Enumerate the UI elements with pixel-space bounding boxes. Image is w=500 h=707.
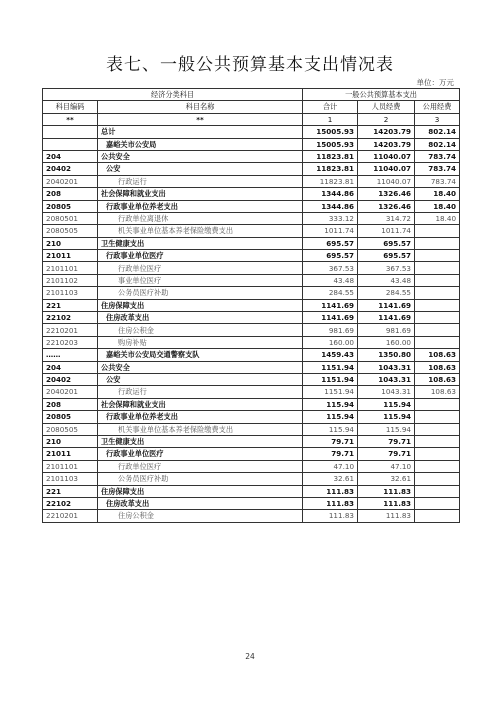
table-row xyxy=(43,473,460,485)
budget-table xyxy=(42,88,460,523)
cell-code: 204 xyxy=(43,150,98,162)
table-header-row xyxy=(43,113,460,125)
cell-total: 15005.93 xyxy=(303,138,358,150)
cell-total: 981.69 xyxy=(303,324,358,336)
cell-public: 18.40 xyxy=(415,212,460,224)
cell-public xyxy=(415,448,460,460)
cell-code: 2210203 xyxy=(43,336,98,348)
cell-personnel: 43.48 xyxy=(358,274,415,286)
cell-name: 公务员医疗补助 xyxy=(98,473,303,485)
cell-code: 208 xyxy=(43,188,98,200)
table-row xyxy=(43,250,460,262)
cell-name: 住房保障支出 xyxy=(98,485,303,497)
cell-total: 11823.81 xyxy=(303,175,358,187)
table-row xyxy=(43,460,460,472)
cell-public: 783.74 xyxy=(415,163,460,175)
cell-code: 2101103 xyxy=(43,473,98,485)
cell-total: 11823.81 xyxy=(303,163,358,175)
table-header-row xyxy=(43,89,460,101)
cell-total: 15005.93 xyxy=(303,126,358,138)
cell-personnel: 11040.07 xyxy=(358,175,415,187)
header-budget-title: 一般公共预算基本支出 xyxy=(303,89,460,101)
cell-public xyxy=(415,473,460,485)
table-row xyxy=(43,225,460,237)
cell-personnel: 47.10 xyxy=(358,460,415,472)
cell-name: 行政事业单位医疗 xyxy=(98,448,303,460)
cell-personnel: 695.57 xyxy=(358,237,415,249)
table-row xyxy=(43,386,460,398)
cell-total: 1344.86 xyxy=(303,188,358,200)
cell-name: 总计 xyxy=(98,126,303,138)
header-name: 科目名称 xyxy=(98,101,303,113)
cell-code: 20805 xyxy=(43,411,98,423)
header-stars-name: ** xyxy=(98,113,303,125)
cell-personnel: 115.94 xyxy=(358,411,415,423)
header-econ-class: 经济分类科目 xyxy=(43,89,303,101)
cell-personnel: 1043.31 xyxy=(358,386,415,398)
cell-personnel: 1141.69 xyxy=(358,312,415,324)
table-body xyxy=(43,126,460,523)
cell-total: 111.83 xyxy=(303,497,358,509)
cell-public xyxy=(415,312,460,324)
cell-name: 社会保障和就业支出 xyxy=(98,188,303,200)
header-index-1: 1 xyxy=(303,113,358,125)
table-row xyxy=(43,435,460,447)
cell-name: 行政运行 xyxy=(98,386,303,398)
cell-name: 行政事业单位医疗 xyxy=(98,250,303,262)
cell-public: 18.40 xyxy=(415,188,460,200)
cell-public xyxy=(415,411,460,423)
table-row xyxy=(43,188,460,200)
cell-total: 284.55 xyxy=(303,287,358,299)
cell-name: 公务员医疗补助 xyxy=(98,287,303,299)
cell-total: 115.94 xyxy=(303,423,358,435)
cell-total: 1141.69 xyxy=(303,299,358,311)
cell-name: 卫生健康支出 xyxy=(98,435,303,447)
cell-personnel: 314.72 xyxy=(358,212,415,224)
cell-personnel: 14203.79 xyxy=(358,126,415,138)
table-header-row xyxy=(43,101,460,113)
table-row xyxy=(43,163,460,175)
cell-public: 18.40 xyxy=(415,200,460,212)
cell-personnel: 1326.46 xyxy=(358,200,415,212)
table-row xyxy=(43,324,460,336)
cell-public: 802.14 xyxy=(415,138,460,150)
table-row xyxy=(43,237,460,249)
cell-public: 108.63 xyxy=(415,373,460,385)
cell-total: 32.61 xyxy=(303,473,358,485)
cell-code: 20402 xyxy=(43,373,98,385)
header-code: 科目编码 xyxy=(43,101,98,113)
table-row xyxy=(43,485,460,497)
cell-name: 住房公积金 xyxy=(98,510,303,522)
table-row xyxy=(43,126,460,138)
cell-name: 公安 xyxy=(98,163,303,175)
cell-public xyxy=(415,398,460,410)
cell-name: 公共安全 xyxy=(98,361,303,373)
cell-name: 行政单位医疗 xyxy=(98,460,303,472)
table-row xyxy=(43,510,460,522)
cell-name: 嘉峪关市公安局 xyxy=(98,138,303,150)
table-row xyxy=(43,361,460,373)
cell-public: 802.14 xyxy=(415,126,460,138)
cell-personnel: 111.83 xyxy=(358,497,415,509)
cell-code: 22102 xyxy=(43,497,98,509)
cell-name: 卫生健康支出 xyxy=(98,237,303,249)
cell-public: 783.74 xyxy=(415,175,460,187)
table-row xyxy=(43,287,460,299)
cell-total: 111.83 xyxy=(303,510,358,522)
cell-total: 333.12 xyxy=(303,212,358,224)
cell-total: 1151.94 xyxy=(303,386,358,398)
table-row xyxy=(43,299,460,311)
cell-name: 嘉峪关市公安局交通警察支队 xyxy=(98,349,303,361)
cell-personnel: 695.57 xyxy=(358,250,415,262)
cell-public xyxy=(415,299,460,311)
cell-personnel: 115.94 xyxy=(358,398,415,410)
table-row xyxy=(43,312,460,324)
cell-total: 43.48 xyxy=(303,274,358,286)
cell-total: 1151.94 xyxy=(303,361,358,373)
cell-name: 事业单位医疗 xyxy=(98,274,303,286)
cell-public: 108.63 xyxy=(415,349,460,361)
cell-personnel: 284.55 xyxy=(358,287,415,299)
cell-public xyxy=(415,510,460,522)
table-row xyxy=(43,373,460,385)
cell-code xyxy=(43,138,98,150)
header-public: 公用经费 xyxy=(415,101,460,113)
cell-public xyxy=(415,435,460,447)
page-number: 24 xyxy=(245,652,255,661)
table-row xyxy=(43,274,460,286)
table-row xyxy=(43,262,460,274)
cell-name: 住房公积金 xyxy=(98,324,303,336)
cell-code: 20805 xyxy=(43,200,98,212)
table-row xyxy=(43,398,460,410)
cell-personnel: 1350.80 xyxy=(358,349,415,361)
cell-name: 社会保障和就业支出 xyxy=(98,398,303,410)
cell-personnel: 14203.79 xyxy=(358,138,415,150)
table-row xyxy=(43,175,460,187)
cell-code: 221 xyxy=(43,485,98,497)
cell-personnel: 32.61 xyxy=(358,473,415,485)
cell-public xyxy=(415,423,460,435)
cell-code: 21011 xyxy=(43,250,98,262)
cell-name: 购房补贴 xyxy=(98,336,303,348)
cell-public xyxy=(415,274,460,286)
cell-total: 695.57 xyxy=(303,237,358,249)
cell-total: 111.83 xyxy=(303,485,358,497)
cell-total: 11823.81 xyxy=(303,150,358,162)
cell-personnel: 79.71 xyxy=(358,435,415,447)
cell-public xyxy=(415,324,460,336)
cell-total: 115.94 xyxy=(303,398,358,410)
cell-code: 21011 xyxy=(43,448,98,460)
cell-public xyxy=(415,287,460,299)
table-row xyxy=(43,497,460,509)
cell-code: 221 xyxy=(43,299,98,311)
cell-public xyxy=(415,497,460,509)
cell-public xyxy=(415,485,460,497)
cell-code: 2080505 xyxy=(43,225,98,237)
cell-total: 695.57 xyxy=(303,250,358,262)
cell-total: 1459.43 xyxy=(303,349,358,361)
cell-personnel: 1011.74 xyxy=(358,225,415,237)
cell-personnel: 1326.46 xyxy=(358,188,415,200)
table-row xyxy=(43,138,460,150)
cell-name: 住房保障支出 xyxy=(98,299,303,311)
cell-code: 2040201 xyxy=(43,175,98,187)
cell-personnel: 1043.31 xyxy=(358,361,415,373)
cell-name: 行政运行 xyxy=(98,175,303,187)
cell-public: 108.63 xyxy=(415,386,460,398)
cell-public xyxy=(415,237,460,249)
table-row xyxy=(43,448,460,460)
cell-total: 367.53 xyxy=(303,262,358,274)
cell-personnel: 115.94 xyxy=(358,423,415,435)
cell-name: 机关事业单位基本养老保险缴费支出 xyxy=(98,225,303,237)
table-row xyxy=(43,336,460,348)
cell-name: 行政单位离退休 xyxy=(98,212,303,224)
header-index-2: 2 xyxy=(358,113,415,125)
cell-personnel: 1141.69 xyxy=(358,299,415,311)
cell-personnel: 367.53 xyxy=(358,262,415,274)
cell-public xyxy=(415,225,460,237)
cell-public: 783.74 xyxy=(415,150,460,162)
cell-total: 1141.69 xyxy=(303,312,358,324)
cell-name: 住房改革支出 xyxy=(98,312,303,324)
cell-personnel: 111.83 xyxy=(358,485,415,497)
cell-total: 160.00 xyxy=(303,336,358,348)
cell-public xyxy=(415,262,460,274)
cell-name: 行政事业单位养老支出 xyxy=(98,411,303,423)
cell-public xyxy=(415,250,460,262)
cell-code xyxy=(43,126,98,138)
cell-total: 1344.86 xyxy=(303,200,358,212)
cell-name: 行政单位医疗 xyxy=(98,262,303,274)
cell-personnel: 160.00 xyxy=(358,336,415,348)
cell-code: 2101102 xyxy=(43,274,98,286)
cell-code: 2101101 xyxy=(43,262,98,274)
cell-name: 行政事业单位养老支出 xyxy=(98,200,303,212)
cell-public: 108.63 xyxy=(415,361,460,373)
cell-total: 1151.94 xyxy=(303,373,358,385)
cell-name: 公共安全 xyxy=(98,150,303,162)
cell-code: 2080501 xyxy=(43,212,98,224)
cell-code: 210 xyxy=(43,435,98,447)
cell-code: 208 xyxy=(43,398,98,410)
cell-code: 2210201 xyxy=(43,510,98,522)
cell-total: 79.71 xyxy=(303,448,358,460)
table-row xyxy=(43,150,460,162)
cell-code: 2080505 xyxy=(43,423,98,435)
cell-total: 1011.74 xyxy=(303,225,358,237)
header-stars-code: ** xyxy=(43,113,98,125)
cell-code: 210 xyxy=(43,237,98,249)
table-row xyxy=(43,411,460,423)
cell-total: 47.10 xyxy=(303,460,358,472)
cell-name: 公安 xyxy=(98,373,303,385)
cell-code: 2210201 xyxy=(43,324,98,336)
cell-code: 2040201 xyxy=(43,386,98,398)
cell-personnel: 11040.07 xyxy=(358,150,415,162)
cell-code: 2101103 xyxy=(43,287,98,299)
cell-code: …… xyxy=(43,349,98,361)
cell-code: 20402 xyxy=(43,163,98,175)
cell-personnel: 11040.07 xyxy=(358,163,415,175)
cell-personnel: 1043.31 xyxy=(358,373,415,385)
table-row xyxy=(43,200,460,212)
cell-code: 2101101 xyxy=(43,460,98,472)
unit-label: 单位：万元 xyxy=(416,78,454,87)
cell-code: 22102 xyxy=(43,312,98,324)
page-title: 表七、一般公共预算基本支出情况表 xyxy=(106,55,394,75)
header-index-3: 3 xyxy=(415,113,460,125)
cell-personnel: 981.69 xyxy=(358,324,415,336)
header-personnel: 人员经费 xyxy=(358,101,415,113)
cell-total: 79.71 xyxy=(303,435,358,447)
cell-public xyxy=(415,460,460,472)
table-row xyxy=(43,423,460,435)
cell-personnel: 111.83 xyxy=(358,510,415,522)
cell-name: 住房改革支出 xyxy=(98,497,303,509)
cell-total: 115.94 xyxy=(303,411,358,423)
cell-code: 204 xyxy=(43,361,98,373)
cell-name: 机关事业单位基本养老保险缴费支出 xyxy=(98,423,303,435)
table-row xyxy=(43,349,460,361)
header-total: 合计 xyxy=(303,101,358,113)
cell-personnel: 79.71 xyxy=(358,448,415,460)
table-row xyxy=(43,212,460,224)
cell-public xyxy=(415,336,460,348)
